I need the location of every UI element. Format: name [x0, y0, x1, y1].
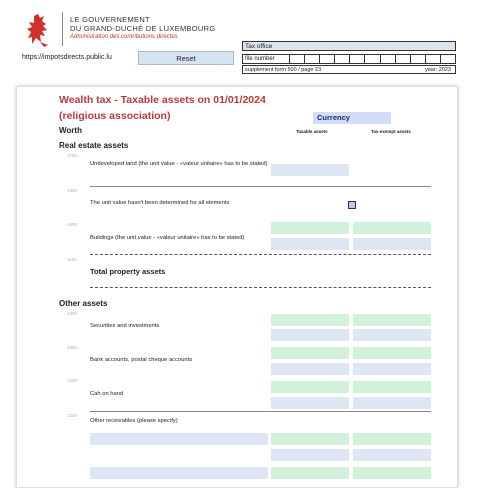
- file-number-cell[interactable]: [305, 55, 320, 63]
- currency-selector[interactable]: Currency: [313, 112, 391, 124]
- form-title: Wealth tax - Taxable assets on 01/01/2024: [59, 94, 266, 106]
- undeveloped-land-label: Undeveloped land (the unit value - «valeur unitaire» has to be stated): [90, 161, 268, 167]
- other-receivables-taxable-input-3[interactable]: [271, 467, 349, 479]
- file-number-cell[interactable]: [396, 55, 411, 63]
- line-code: 1100: [67, 257, 77, 262]
- dashed-divider: [90, 287, 431, 288]
- bank-accounts-exempt-input[interactable]: [353, 347, 431, 359]
- site-url-link[interactable]: https://impotsdirects.public.lu: [22, 54, 112, 61]
- file-number-cell[interactable]: [381, 55, 396, 63]
- file-number-cell[interactable]: [365, 55, 380, 63]
- year-label: year: 2023: [425, 67, 451, 73]
- cash-exempt-input-2[interactable]: [353, 397, 431, 409]
- other-receivables-taxable-input[interactable]: [271, 433, 349, 445]
- total-property-label: Total property assets: [90, 267, 166, 276]
- file-number-cell[interactable]: [335, 55, 350, 63]
- file-number-cell[interactable]: [290, 55, 305, 63]
- other-assets-heading: Other assets: [59, 299, 108, 308]
- line-code: 1000: [67, 345, 78, 350]
- file-number-label: file number: [243, 55, 290, 63]
- file-number-cell[interactable]: [441, 55, 455, 63]
- administration-name: Administration des contributions directes: [70, 34, 178, 40]
- file-number-cell[interactable]: [320, 55, 335, 63]
- cash-taxable-input[interactable]: [271, 381, 349, 393]
- unit-value-note-label: The unit value hasn't been determined for all elements: [90, 200, 230, 206]
- column-header-taxable: Taxable assets: [296, 129, 328, 134]
- other-receivables-description-input[interactable]: [90, 433, 268, 445]
- tax-office-field[interactable]: Tax office: [242, 41, 456, 51]
- other-receivables-taxable-input-2[interactable]: [271, 449, 349, 461]
- other-receivables-exempt-input-3[interactable]: [353, 467, 431, 479]
- supplement-row: [242, 65, 456, 74]
- other-receivables-exempt-input-2[interactable]: [353, 449, 431, 461]
- securities-exempt-input-2[interactable]: [353, 329, 431, 341]
- other-receivables-label: Other receivables (please specify): [90, 418, 178, 424]
- line-code: 1200: [67, 413, 78, 418]
- line-code: 1200: [67, 378, 78, 383]
- bank-accounts-taxable-input[interactable]: [271, 347, 349, 359]
- securities-exempt-input[interactable]: [353, 314, 431, 326]
- securities-label: Securities and investments: [90, 323, 160, 329]
- file-number-cell[interactable]: [350, 55, 365, 63]
- unit-value-checkbox[interactable]: [348, 201, 356, 209]
- row-divider: [90, 411, 431, 412]
- form-subtitle: (religious association): [59, 110, 171, 122]
- government-title-line1: LE GOUVERNEMENT: [70, 15, 150, 24]
- line-code: 1300: [67, 311, 78, 316]
- luxembourg-lion-logo-icon: [26, 12, 56, 48]
- line-code: 1600: [67, 222, 78, 227]
- line-code: 1800: [67, 188, 78, 193]
- undeveloped-land-input[interactable]: [271, 164, 349, 176]
- other-receivables-exempt-input[interactable]: [353, 433, 431, 445]
- worth-heading: Worth: [59, 126, 82, 135]
- government-title-line2: DU GRAND-DUCHÉ DE LUXEMBOURG: [70, 24, 216, 33]
- securities-taxable-input-2[interactable]: [271, 329, 349, 341]
- other-receivables-description-input-2[interactable]: [90, 467, 268, 479]
- buildings-label: Buildings (the unit value - «valeur unitaire» has to be stated): [90, 235, 245, 241]
- dashed-divider: [90, 254, 431, 255]
- row-divider: [90, 186, 431, 187]
- bank-accounts-taxable-input-2[interactable]: [271, 363, 349, 375]
- file-number-row: [242, 54, 456, 64]
- buildings-exempt-input[interactable]: [353, 222, 431, 234]
- cash-taxable-input-2[interactable]: [271, 397, 349, 409]
- bank-accounts-exempt-input-2[interactable]: [353, 363, 431, 375]
- cash-exempt-input[interactable]: [353, 381, 431, 393]
- reset-button[interactable]: Reset: [138, 51, 234, 65]
- buildings-taxable-input[interactable]: [271, 222, 349, 234]
- securities-taxable-input[interactable]: [271, 314, 349, 326]
- bank-accounts-label: Bank accounts, postal cheque accounts: [90, 357, 193, 363]
- real-estate-heading: Real estate assets: [59, 141, 129, 150]
- buildings-exempt-input-2[interactable]: [353, 238, 431, 250]
- column-header-exempt: Tax-exempt assets: [371, 129, 411, 134]
- header-divider: [62, 12, 63, 46]
- supplement-label: supplement form 500 / page 23: [245, 67, 322, 73]
- cash-label: Cah on hand: [90, 391, 124, 397]
- file-number-cell[interactable]: [426, 55, 441, 63]
- file-number-cell[interactable]: [411, 55, 426, 63]
- line-code: 1700: [67, 153, 78, 158]
- buildings-taxable-input-2[interactable]: [271, 238, 349, 250]
